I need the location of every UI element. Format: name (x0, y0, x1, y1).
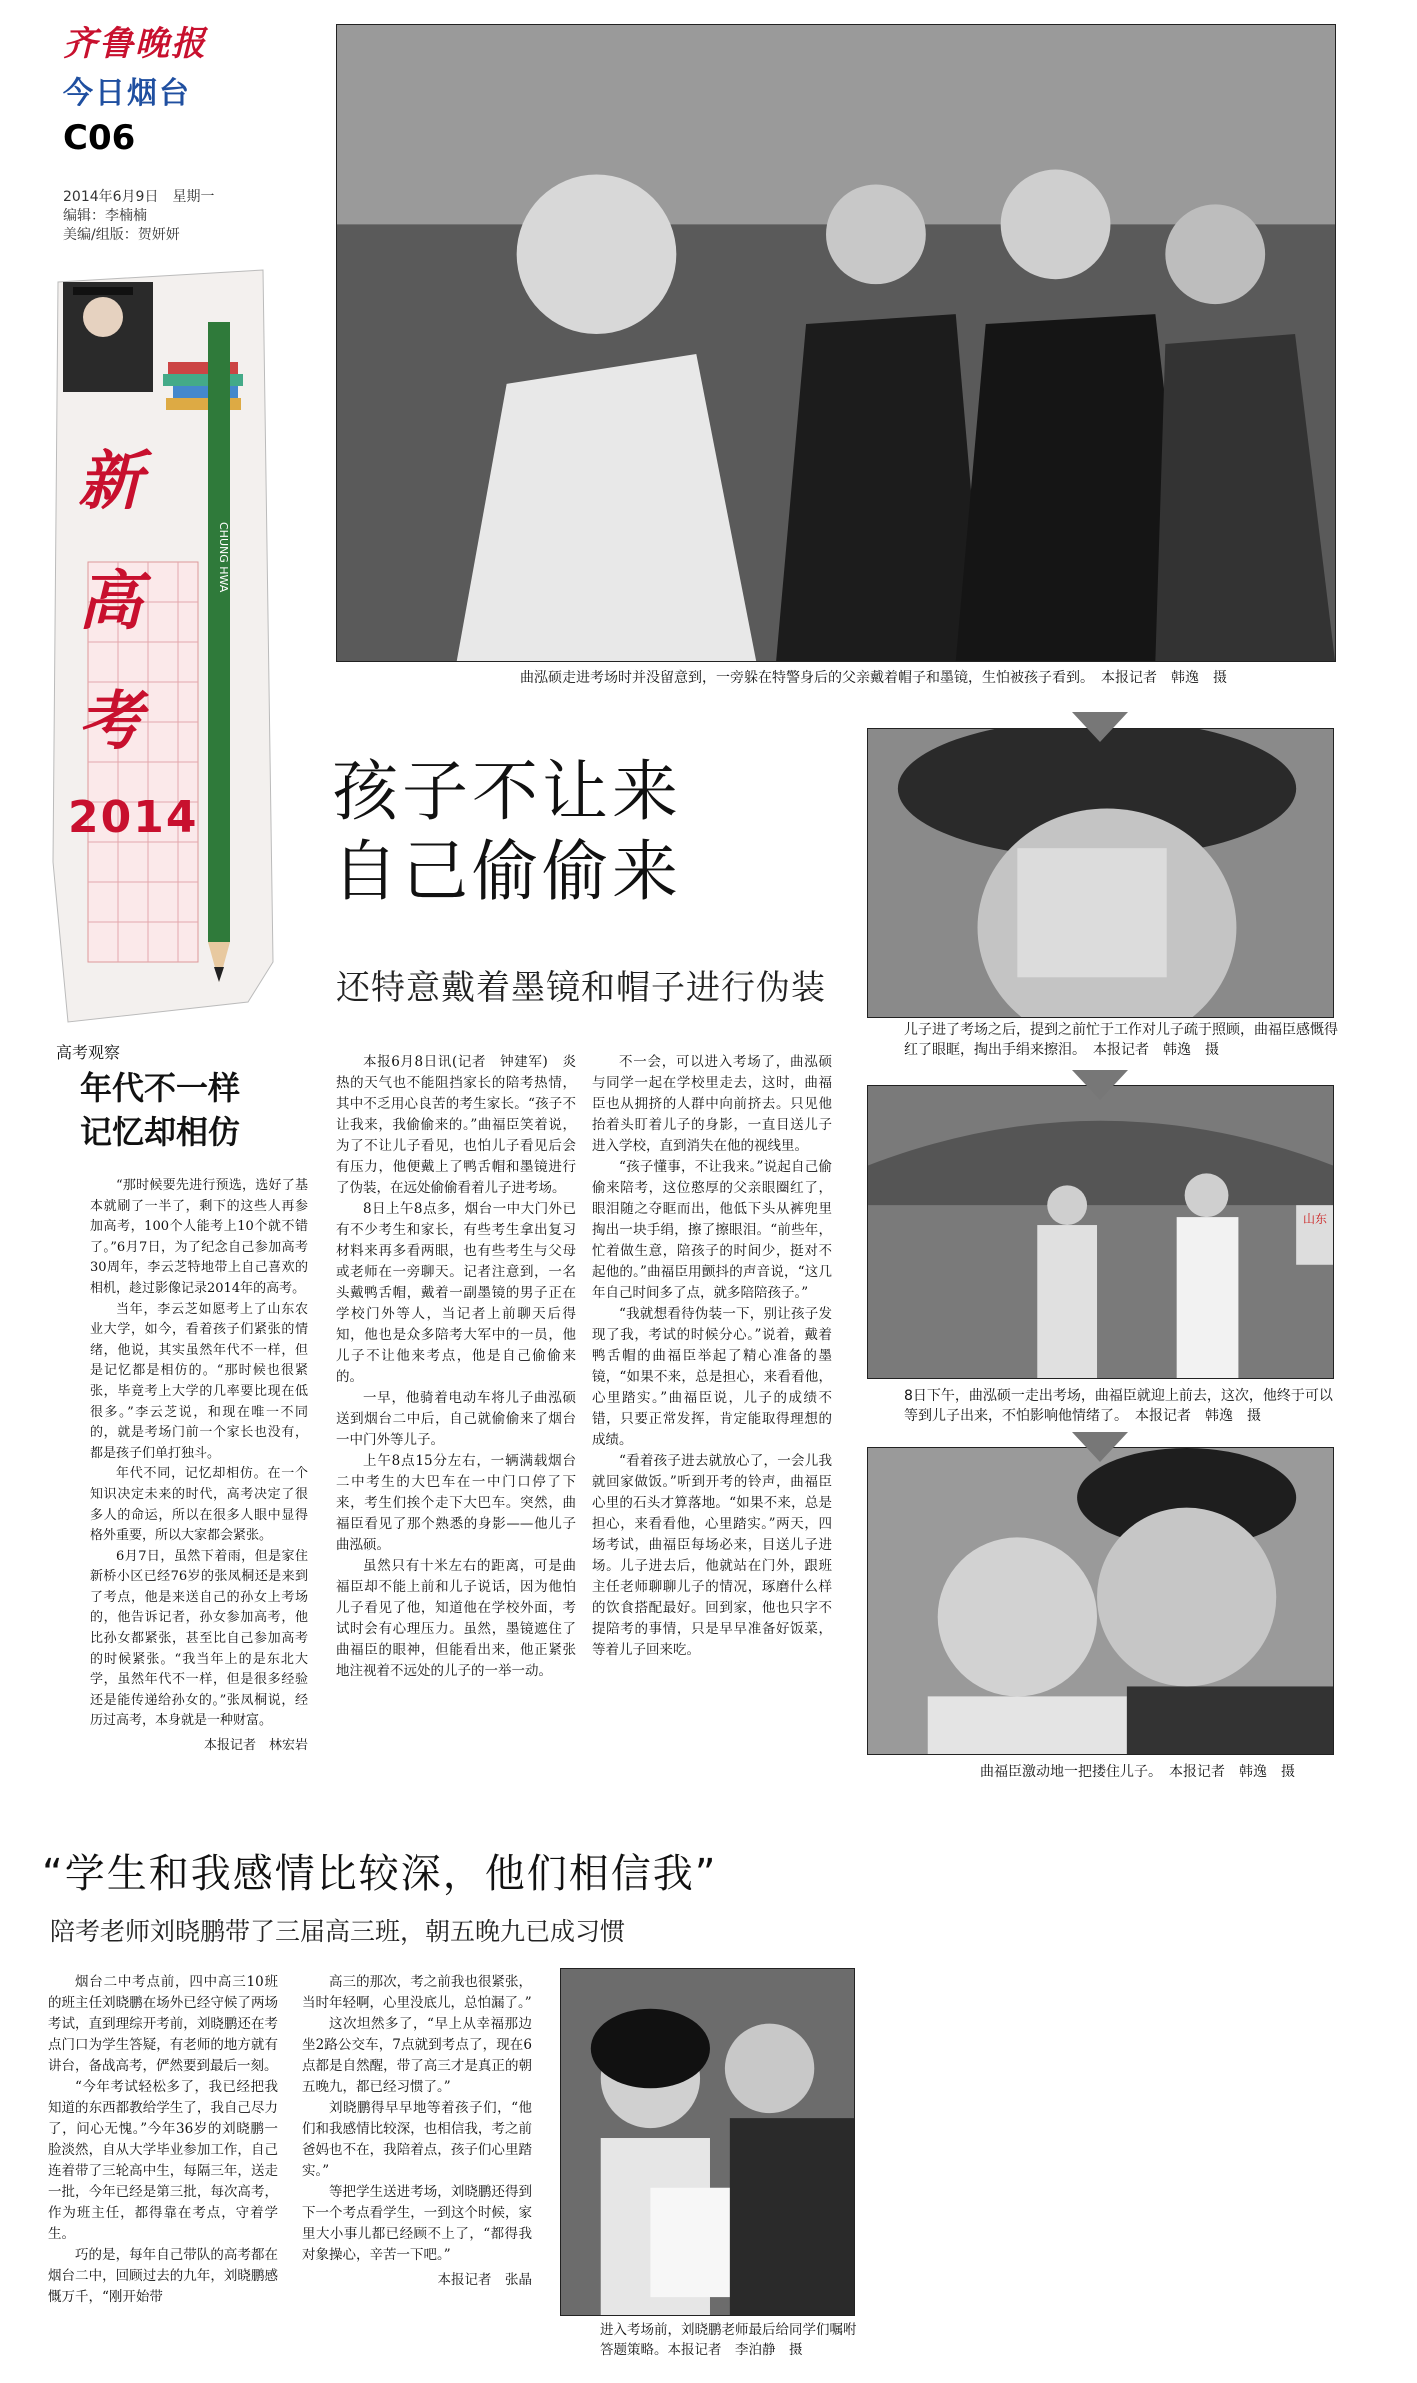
teacher-paragraph: 等把学生送进考场，刘晓鹏还得到下一个考点看学生，一到这个时候，家里大小事儿都已经顾不上了，“都得我对象操心，辛苦一下吧。” (302, 2184, 532, 2263)
teacher-paragraph: 巧的是，每年自己带队的高考都在烟台二中，回顾过去的九年，刘晓鹏感慨万千，“刚开始带 (48, 2247, 278, 2305)
right-photo-reunion-gate (867, 1085, 1334, 1379)
headline-line-2: 自己偷偷来 (332, 833, 682, 910)
designer-credit: 美编/组版：贺妍妍 (63, 227, 180, 243)
teacher-story-col-1 (48, 1972, 278, 2308)
right-photo-wiping-tears (867, 728, 1334, 1018)
main-paragraph: 虽然只有十米左右的距离，可是曲福臣却不能上前和儿子说话，因为他怕儿子看见了他，知道他在学校外面，考试时会有心理压力。虽然，墨镜遮住了曲福臣的眼神，但能看出来，他正紧张地注视着不远处的儿子的一举一动。 (336, 1558, 576, 1679)
sidebar-headline-line-2: 记忆却相仿 (80, 1113, 241, 1151)
main-paragraph: 不一会，可以进入考场了，曲泓硕与同学一起在学校里走去，这时，曲福臣也从拥挤的人群中向前挤去。只见他抬着头盯着儿子的身影，一直目送儿子进入学校，直到消失在他的视线里。 (592, 1054, 832, 1154)
teacher-paragraph: 这次坦然多了，“早上从幸福那边坐2路公交车，7点就到考点了，现在6点都是自然醒，带了高三才是真正的朝五晚九，都已经习惯了。” (302, 2016, 532, 2095)
teacher-subhead: 陪考老师刘晓鹏带了三届高三班，朝五晚九已成习惯 (50, 1917, 626, 1946)
photo-placeholder-figures (561, 1969, 854, 2315)
column-year: 2014 (68, 792, 199, 843)
sidebar-headline-line-1: 年代不一样 (80, 1069, 241, 1107)
top-photo-exam-gate (336, 24, 1336, 662)
gate-sign: 山东 (1302, 1212, 1327, 1226)
main-paragraph: “孩子懂事，不让我来。”说起自己偷偷来陪考，这位憨厚的父亲眼圈红了，眼泪随之夺眶而出，他低下头从裤兜里掏出一块手绢，擦了擦眼泪。“前些年，忙着做生意，陪孩子的时间少，挺对不起他的。”曲福臣用颤抖的声音说，“这几年自己时间多了点，就多陪陪孩子。” (592, 1159, 832, 1301)
sidebar-kicker (56, 1040, 156, 1062)
photo-placeholder-figures (337, 25, 1335, 661)
main-story-col-2 (592, 1052, 832, 1661)
sidebar-kicker-text: 高考观察 (56, 1043, 121, 1062)
issue-date: 2014年6月9日 星期一 (63, 189, 215, 205)
main-paragraph: 8日上午8点多，烟台一中大门外已有不少考生和家长，有些考生拿出复习材料来再多看两眼，也有些考生与父母或老师在一旁聊天。记者注意到，一名头戴鸭舌帽，戴着一副墨镜的男子正在学校门外等人，当记者上前聊天后得知，他也是众多陪考大军中的一员，他儿子不让他来考点，他是自己偷偷来的。 (336, 1201, 576, 1385)
right-photo-2-caption: 8日下午，曲泓硕一走出考场，曲福臣就迎上前去，这次，他终于可以等到儿子出来，不怕影响他情绪了。 本报记者 韩逸 摄 (904, 1388, 1333, 1424)
sidebar-paragraph: “那时候要先进行预选，选好了基本就刷了一半了，剩下的这些人再参加高考，100个人能考上10个就不错了。”6月7日，为了纪念自己参加高考30周年，李云芝特地带上自己喜欢的相机，趁过影像记录2014年的高考。 (90, 1178, 308, 1296)
right-photo-3-caption: 曲福臣激动地一把搂住儿子。 本报记者 韩逸 摄 (980, 1764, 1295, 1780)
teacher-byline: 本报记者 张晶 (437, 2272, 532, 2288)
column-brand-title: 新高考 (78, 444, 142, 759)
edition-name: 今日烟台 (63, 76, 191, 111)
photo-sequence-arrow (1072, 1070, 1128, 1100)
photo-sequence-arrow (1072, 712, 1128, 742)
photo-placeholder-figures (868, 729, 1333, 1017)
main-subhead: 还特意戴着墨镜和帽子进行伪装 (336, 968, 826, 1008)
teacher-headline: “学生和我感情比较深，他们相信我” (42, 1851, 718, 1897)
sidebar-paragraph: 6月7日，虽然下着雨，但是家住新桥小区已经76岁的张凤桐还是来到了考点，他是来送自己的孙女上考场的，他告诉记者，孙女参加高考，他比孙女都紧张，甚至比自己参加高考的时候紧张。“我当年上的是东北大学，虽然年代不一样，但是很多经验还是能传递给孙女的。”张凤桐说，经历过高考，本身就是一种财富。 (90, 1548, 308, 1729)
paper-name: 齐鲁晚报 (63, 24, 207, 64)
teacher-paragraph: 高三的那次，考之前我也很紧张，当时年轻啊，心里没底儿，总怕漏了。” (302, 1974, 532, 2011)
sidebar-body (90, 1176, 308, 1757)
teacher-paragraph: 烟台二中考点前，四中高三10班的班主任刘晓鹏在场外已经守候了两场考试，直到理综开考前，刘晓鹏还在考点门口为学生答疑，有老师的地方就有讲台，备战高考，俨然要到最后一刻。 (48, 1974, 278, 2074)
editor-credit: 编辑：李楠楠 (63, 208, 147, 224)
pencil-brand: CHUNG HWA (217, 522, 230, 593)
sidebar-paragraph: 年代不同，记忆却相仿。在一个知识决定未来的时代，高考决定了很多人的命运，所以在很多人眼中显得格外重要，所以大家都会紧张。 (90, 1466, 308, 1544)
photo-sequence-arrow (1072, 1432, 1128, 1462)
sidebar-paragraph: 当年，李云芝如愿考上了山东农业大学，如今，看着孩子们紧张的情绪，他说，其实虽然年代不一样，但是记忆都是相仿的。“那时候也很紧张，毕竟考上大学的几率要比现在低很多。”李云芝说，和现在唯一不同的，就是考场门前一个家长也没有，都是孩子们单打独斗。 (90, 1301, 308, 1461)
right-photo-hug (867, 1447, 1334, 1755)
masthead (55, 10, 315, 243)
main-paragraph: 一早，他骑着电动车将儿子曲泓硕送到烟台二中后，自己就偷偷来了烟台一中门外等儿子。 (336, 1390, 576, 1448)
top-photo-caption: 曲泓硕走进考场时并没留意到，一旁躲在特警身后的父亲戴着帽子和墨镜，生怕被孩子看到。 本报记者 韩逸 摄 (520, 670, 1227, 686)
teacher-paragraph: 刘晓鹏得早早地等着孩子们，“他们和我感情比较深，也相信我，考之前爸妈也不在，我陪着点，孩子们心里踏实。” (302, 2100, 532, 2179)
main-paragraph: “我就想看待伪装一下，别让孩子发现了我，考试的时候分心。”说着，戴着鸭舌帽的曲福臣举起了精心准备的墨镜，“如果不来，总是担心，来看看他，心里踏实。”曲福臣说，儿子的成绩不错，只要正常发挥，肯定能取得理想的成绩。 (592, 1306, 832, 1448)
headline-line-1: 孩子不让来 (332, 753, 682, 830)
right-photo-1-caption: 儿子进了考场之后，提到之前忙于工作对儿子疏于照顾，曲福臣感慨得红了眼眶，掏出手绢来擦泪。 本报记者 韩逸 摄 (904, 1022, 1338, 1058)
column-art (48, 262, 278, 1032)
main-paragraph: 本报6月8日讯(记者 钟建军) 炎热的天气也不能阻挡家长的陪考热情，其中不乏用心良苦的考生家长。“孩子不让我来，我偷偷来的。”曲福臣笑着说，为了不让儿子看见，也怕儿子看见后会有压力，他便戴上了鸭舌帽和墨镜进行了伪装，在远处偷偷看着儿子进考场。 (336, 1054, 576, 1196)
teacher-story-col-2 (302, 1972, 532, 2291)
sidebar-byline: 本报记者 林宏岩 (203, 1738, 308, 1754)
teacher-photo-caption: 进入考场前，刘晓鹏老师最后给同学们嘱咐答题策略。本报记者 李泊静 摄 (600, 2322, 857, 2358)
main-story-col-1 (336, 1052, 576, 1682)
photo-placeholder-figures (868, 1448, 1333, 1754)
main-headline (332, 752, 892, 912)
sidebar-headline (80, 1066, 310, 1154)
page-number: C06 (63, 118, 136, 158)
main-paragraph: “看着孩子进去就放心了，一会儿我就回家做饭。”听到开考的铃声，曲福臣心里的石头才算落地。“如果不来，总是担心，来看看他，心里踏实。”两天，四场考试，曲福臣每场必来，目送儿子进场。儿子进去后，他就站在门外，跟班主任老师聊聊儿子的情况，琢磨什么样的饮食搭配最好。回到家，他也只字不提陪考的事情，只是早早准备好饭菜，等着儿子回来吃。 (592, 1453, 832, 1658)
teacher-photo (560, 1968, 855, 2316)
teacher-paragraph: “今年考试轻松多了，我已经把我知道的东西都教给学生了，我自己尽力了，问心无愧。”今年36岁的刘晓鹏一脸淡然，自从大学毕业参加工作，自己连着带了三轮高中生，每隔三年，送走一批，今年已经是第三批，每次高考，作为班主任，都得靠在考点，守着学生。 (48, 2079, 278, 2242)
photo-placeholder-figures (868, 1086, 1333, 1378)
main-paragraph: 上午8点15分左右，一辆满载烟台二中考生的大巴车在一中门口停了下来，考生们挨个走下大巴车。突然，曲福臣看见了那个熟悉的身影——他儿子曲泓硕。 (336, 1453, 576, 1553)
